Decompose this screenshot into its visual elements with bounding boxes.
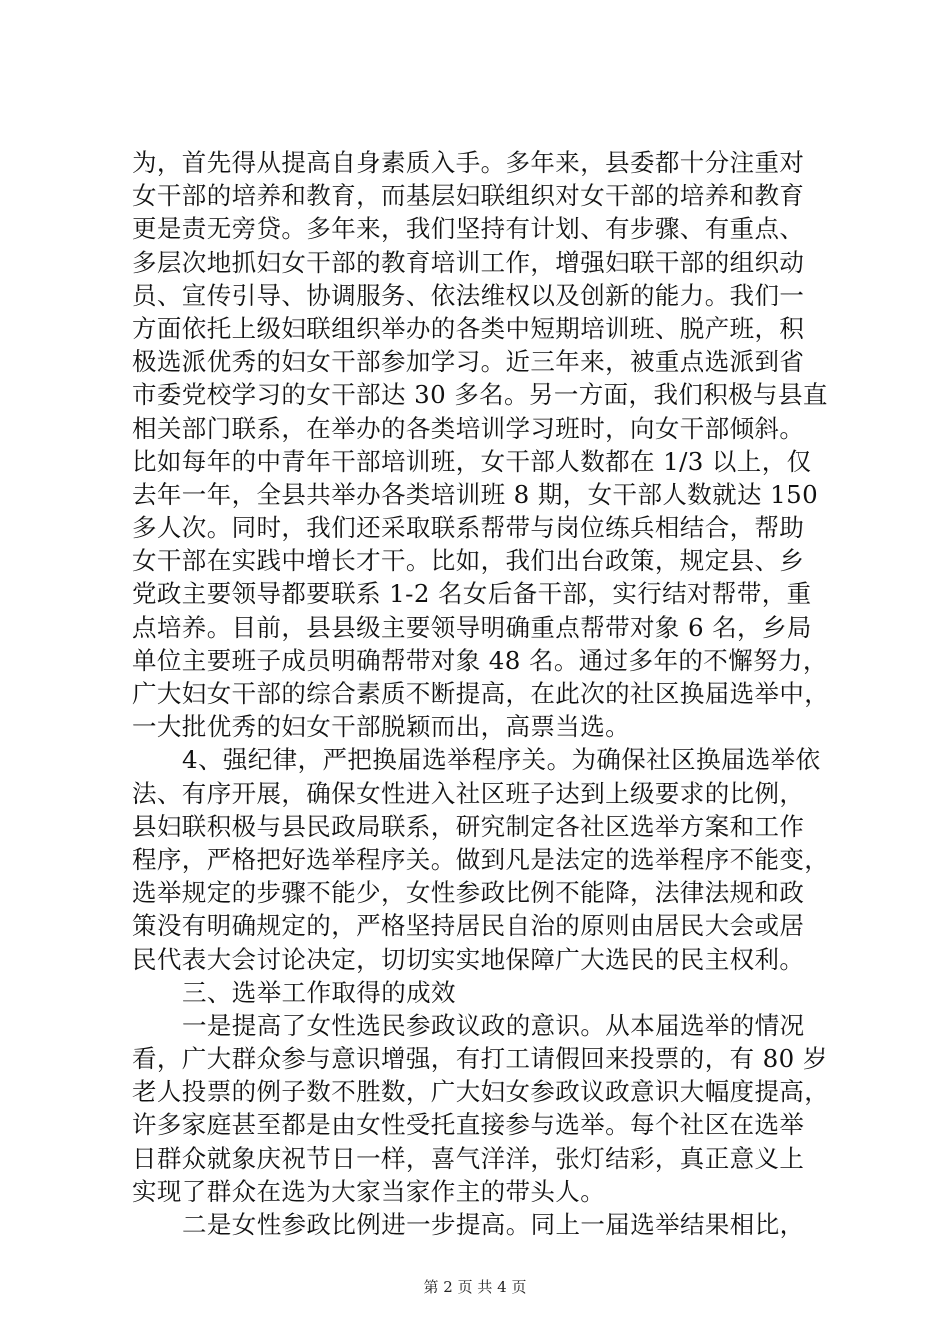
text-line: 点培养。目前，县县级主要领导明确重点帮带对象 6 名，乡局 xyxy=(132,612,812,642)
text-line: 民代表大会讨论决定，切切实实地保障广大选民的民主权利。 xyxy=(132,944,805,974)
text-line: 二是女性参政比例进一步提高。同上一届选举结果相比， xyxy=(182,1210,805,1239)
text-line: 党政主要领导都要联系 1-2 名女后备干部，实行结对帮带，重 xyxy=(132,579,812,609)
text-line: 许多家庭甚至都是由女性受托直接参与选举。每个社区在选举 xyxy=(132,1110,805,1140)
text-line: 策没有明确规定的，严格坚持居民自治的原则由居民大会或居 xyxy=(132,911,805,941)
text-line: 老人投票的例子数不胜数，广大妇女参政议政意识大幅度提高， xyxy=(132,1077,830,1107)
text-line: 选举规定的步骤不能少，女性参政比例不能降，法律法规和政 xyxy=(132,878,805,908)
text-line: 比如每年的中青年干部培训班，女干部人数都在 1/3 以上，仅 xyxy=(132,446,812,476)
text-line: 实现了群众在选为大家当家作主的带头人。 xyxy=(132,1176,606,1206)
text-line: 县妇联积极与县民政局联系，研究制定各社区选举方案和工作 xyxy=(132,811,805,841)
text-line: 4、强纪律，严把换届选举程序关。为确保社区换届选举依 xyxy=(182,745,821,775)
text-line: 相关部门联系，在举办的各类培训学习班时，向女干部倾斜。 xyxy=(132,413,805,443)
text-line: 广大妇女干部的综合素质不断提高，在此次的社区换届选举中， xyxy=(132,679,830,708)
text-line: 为，首先得从提高自身素质入手。多年来，县委都十分注重对 xyxy=(132,148,805,177)
text-line: 多层次地抓妇女干部的教育培训工作，增强妇联干部的组织动 xyxy=(132,247,805,277)
text-line: 更是责无旁贷。多年来，我们坚持有计划、有步骤、有重点、 xyxy=(132,214,805,244)
text-line: 看，广大群众参与意识增强，有打工请假回来投票的，有 80 岁 xyxy=(132,1044,828,1074)
text-line: 一是提高了女性选民参政议政的意识。从本届选举的情况 xyxy=(182,1010,805,1040)
text-line: 员、宣传引导、协调服务、依法维权以及创新的能力。我们一 xyxy=(132,280,805,310)
text-line: 女干部在实践中增长才干。比如，我们出台政策，规定县、乡 xyxy=(132,546,805,576)
text-line: 去年一年，全县共举办各类培训班 8 期，女干部人数就达 150 xyxy=(132,479,819,509)
text-line: 法、有序开展，确保女性进入社区班子达到上级要求的比例， xyxy=(132,778,805,808)
text-line: 方面依托上级妇联组织举办的各类中短期培训班、脱产班，积 xyxy=(132,313,805,343)
text-line: 日群众就象庆祝节日一样，喜气洋洋，张灯结彩，真正意义上 xyxy=(132,1143,805,1173)
text-line: 极选派优秀的妇女干部参加学习。近三年来，被重点选派到省 xyxy=(132,347,805,377)
text-line: 市委党校学习的女干部达 30 多名。另一方面，我们积极与县直 xyxy=(132,380,828,410)
page-number-label: 第 2 页 共 4 页 xyxy=(423,1278,527,1296)
text-line: 三、选举工作取得的成效 xyxy=(182,977,456,1007)
page-footer xyxy=(0,1276,950,1297)
text-line: 一大批优秀的妇女干部脱颖而出，高票当选。 xyxy=(132,712,630,742)
text-line: 女干部的培养和教育，而基层妇联组织对女干部的培养和教育 xyxy=(132,181,805,211)
text-line: 多人次。同时，我们还采取联系帮带与岗位练兵相结合，帮助 xyxy=(132,513,805,543)
text-line: 程序，严格把好选举程序关。做到凡是法定的选举程序不能变， xyxy=(132,844,830,874)
text-line: 单位主要班子成员明确帮带对象 48 名。通过多年的不懈努力， xyxy=(132,645,828,675)
document-body xyxy=(132,146,852,1241)
